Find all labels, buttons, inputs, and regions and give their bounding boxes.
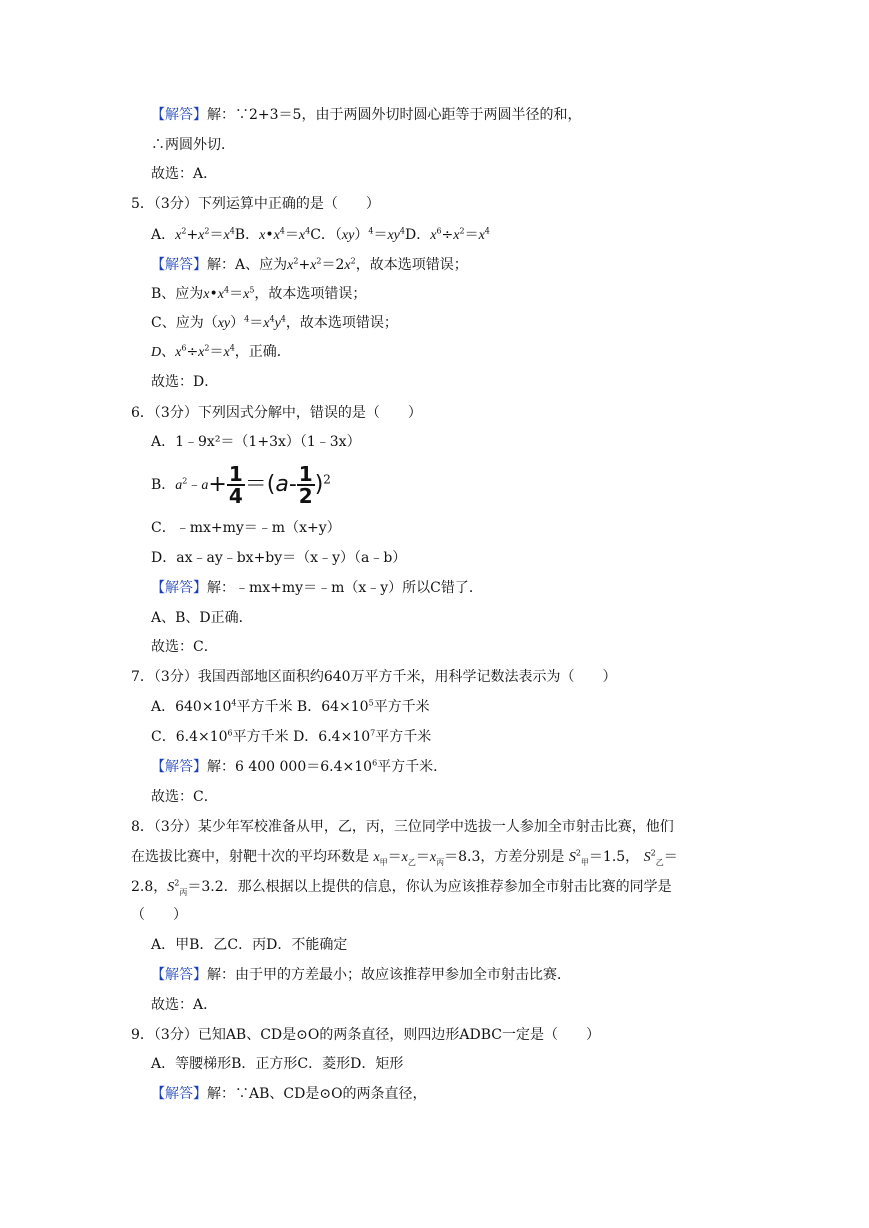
q9-options: A．等腰梯形B．正方形C．菱形D．矩形 — [151, 1056, 404, 1072]
q5-stem: 5．（3分）下列运算中正确的是（ ） — [131, 196, 380, 212]
q8-stem-line3: 2.8，$S^2_丙=3.2$．那么根据以上提供的信息，你认为应该推荐参加全市射击比赛的同学是 — [131, 878, 672, 897]
answer-tag: 【解答】 — [151, 107, 207, 123]
q4-choice: 故选：A． — [151, 166, 218, 182]
q6-answer2: A、B、D正确． — [151, 610, 253, 626]
q7-answer: 【解答】解：6 400 $000=6.4\times 10^6$平方千米． — [151, 758, 448, 775]
q8-stem-line1: 8．（3分）某少年军校准备从甲，乙，丙，三位同学中选拔一人参加全市射击比赛，他们 — [131, 819, 674, 835]
q8-stem-line4: （ ） — [131, 907, 187, 923]
q5-answer-b: B、应为$x•x^4=x^5$，故本选项错误； — [151, 285, 367, 302]
q5-answer-d: D、$x^6\div x^2=x^4$，正确． — [151, 343, 291, 360]
q6-answer: 【解答】解：﹣mx+my＝﹣m（x﹣y）所以C错了． — [151, 580, 483, 596]
q9-answer: 【解答】解：∵AB、CD是⊙O的两条直径， — [151, 1086, 427, 1102]
q8-options: A．甲B．乙C．丙D．不能确定 — [151, 937, 348, 953]
q6-option-b: B．$a^2﹣a+$ $\frac{1}{4}$ ＝(a- $\frac{1}{2}$ )$^2$ — [151, 462, 331, 508]
q5-choice: 故选：D． — [151, 374, 219, 390]
q8-choice: 故选：A． — [151, 997, 218, 1013]
q6-option-a: A．1﹣9x²＝（1+3x）（1﹣3x） — [151, 434, 361, 450]
q6-option-d: D．ax﹣ay﹣bx+by＝（x﹣y）（a﹣b） — [151, 550, 407, 566]
q7-stem: 7．（3分）我国西部地区面积约640万平方千米，用科学记数法表示为（ ） — [131, 669, 617, 685]
q5-answer-c: C、应为$(xy)^4=x^4y^4$，故本选项错误； — [151, 314, 398, 331]
q9-stem: 9．（3分）已知AB、CD是⊙O的两条直径，则四边形ADBC一定是（ ） — [131, 1027, 600, 1043]
q7-options-cd: C．$6.4\times 10^6$平方千米 D．$6.4\times 10^7$平方千米 — [151, 728, 432, 745]
q5-options: A．$x^2+x^2=x^4B$．$x•x^4=x^4C$．$(xy)^4=xy^4D$．$x^6\div x^2=x^4$ — [151, 226, 490, 243]
q8-answer: 【解答】解：由于甲的方差最小；故应该推荐甲参加全市射击比赛． — [151, 967, 571, 983]
q6-choice: 故选：C． — [151, 639, 218, 655]
q5-answer-a: 【解答】解：A、应为$x^2+x^2=2x^2$，故本选项错误； — [151, 256, 468, 273]
q6-option-c: C．﹣mx+my＝﹣m（x+y） — [151, 520, 341, 536]
q4-answer-line1: 【解答】解：∵2+3＝5，由于两圆外切时圆心距等于两圆半径的和， — [151, 107, 582, 123]
q6-stem: 6．（3分）下列因式分解中，错误的是（ ） — [131, 405, 422, 421]
q7-choice: 故选：C． — [151, 789, 218, 805]
q7-options-ab: A．$640\times 10^4$平方千米 B．$64\times 10^5$平方千米 — [151, 698, 430, 715]
q8-stem-line2: 在选拔比赛中，射靶十次的平均环数是 $x_甲=x_乙=x_丙=8.3$，方差分别是 $S^2_甲=1.5$， $S^2_乙=$ — [131, 848, 678, 867]
q4-answer-line2: ∴两圆外切． — [151, 137, 235, 153]
